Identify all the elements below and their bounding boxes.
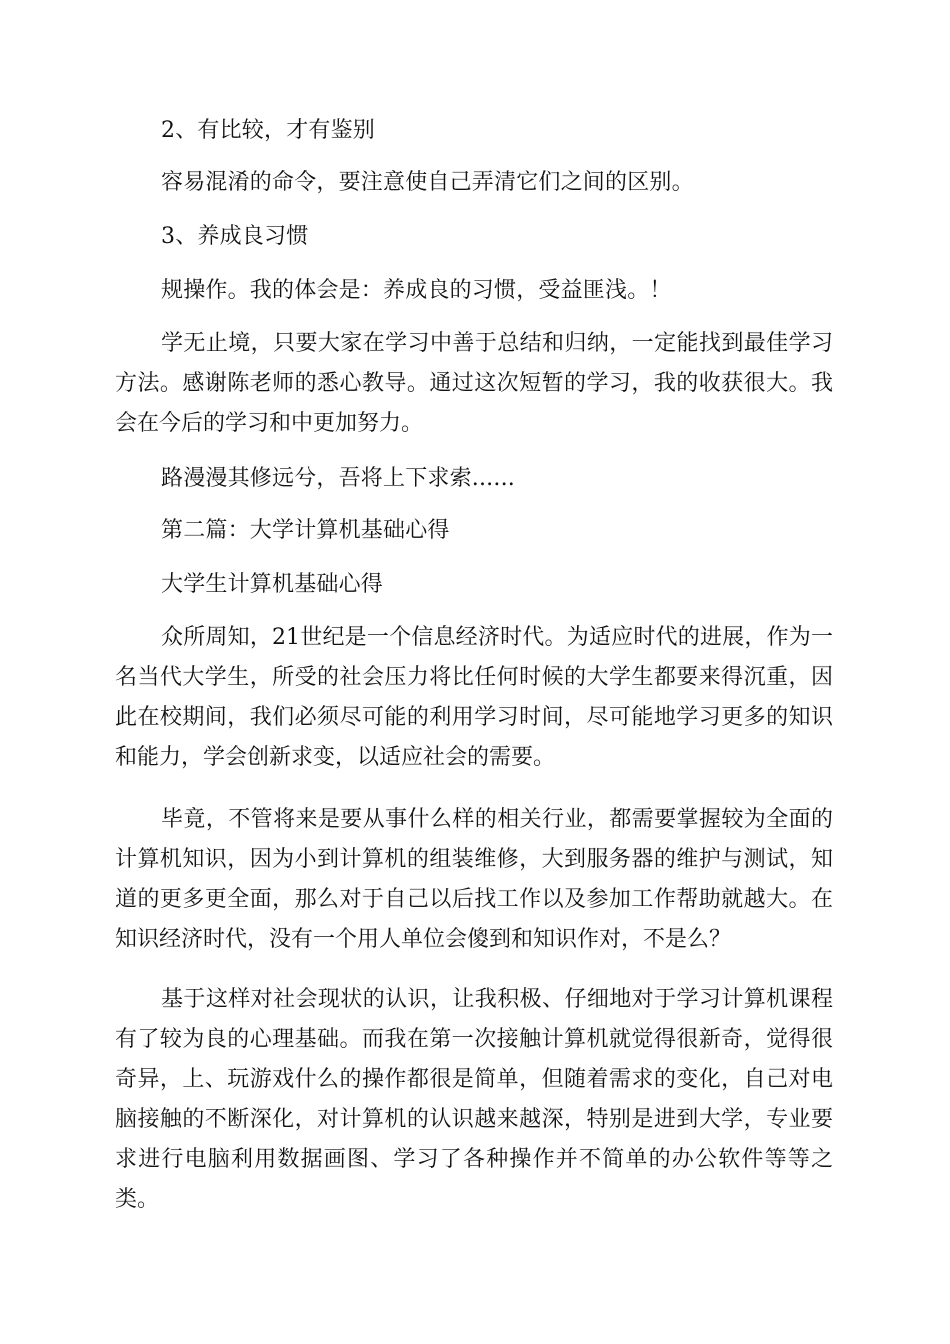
heading-compare: 2、有比较，才有鉴别 (161, 118, 375, 143)
paragraph-experience: 基于这样对社会现状的认识，让我积极、仔细地对于学习计算机课程有了较为良的心理基础。而我在第一次接触计算机就觉得很新奇，觉得很奇异，上、玩游戏什么的操作都很是简单，但随着需求的变化，自己对电脑接触的不断深化，对计算机的认识越来越深，特别是进到大学，专业要求进行电脑利用数据画图、学习了各种操作并不简单的办公软件等等之类。 (115, 987, 833, 1212)
section-subtitle: 大学生计算机基础心得 (161, 572, 384, 597)
paragraph-learning: 学无止境，只要大家在学习中善于总结和归纳，一定能找到最佳学习方法。感谢陈老师的悉心教导。通过这次短暂的学习，我的收获很大。我会在今后的学习和中更加努力。 (115, 331, 833, 436)
paragraph-information-era: 众所周知，21世纪是一个信息经济时代。为适应时代的进展，作为一名当代大学生，所受的社会压力将比任何时候的大学生都要来得沉重，因此在校期间，我们必须尽可能的利用学习时间，尽可能地学习更多的知识和能力，学会创新求变，以适应社会的需要。 (115, 625, 833, 770)
quote-line: 路漫漫其修远兮，吾将上下求索...... (161, 466, 515, 491)
section-title: 第二篇：大学计算机基础心得 (161, 518, 450, 543)
paragraph-career: 毕竟，不管将来是要从事什么样的相关行业，都需要掌握较为全面的计算机知识，因为小到计算机的组装维修，大到服务器的维护与测试，知道的更多更全面，那么对于自己以后找工作以及参加工作帮助就越大。在知识经济时代，没有一个用人单位会傻到和知识作对，不是么？ (115, 807, 833, 952)
heading-good-habits: 3、养成良习惯 (161, 224, 309, 249)
text-confusing-commands: 容易混淆的命令，要注意使自己弄清它们之间的区别。 (161, 170, 694, 195)
text-habit-benefit: 规操作。我的体会是：养成良的习惯，受益匪浅。！ (161, 278, 672, 303)
